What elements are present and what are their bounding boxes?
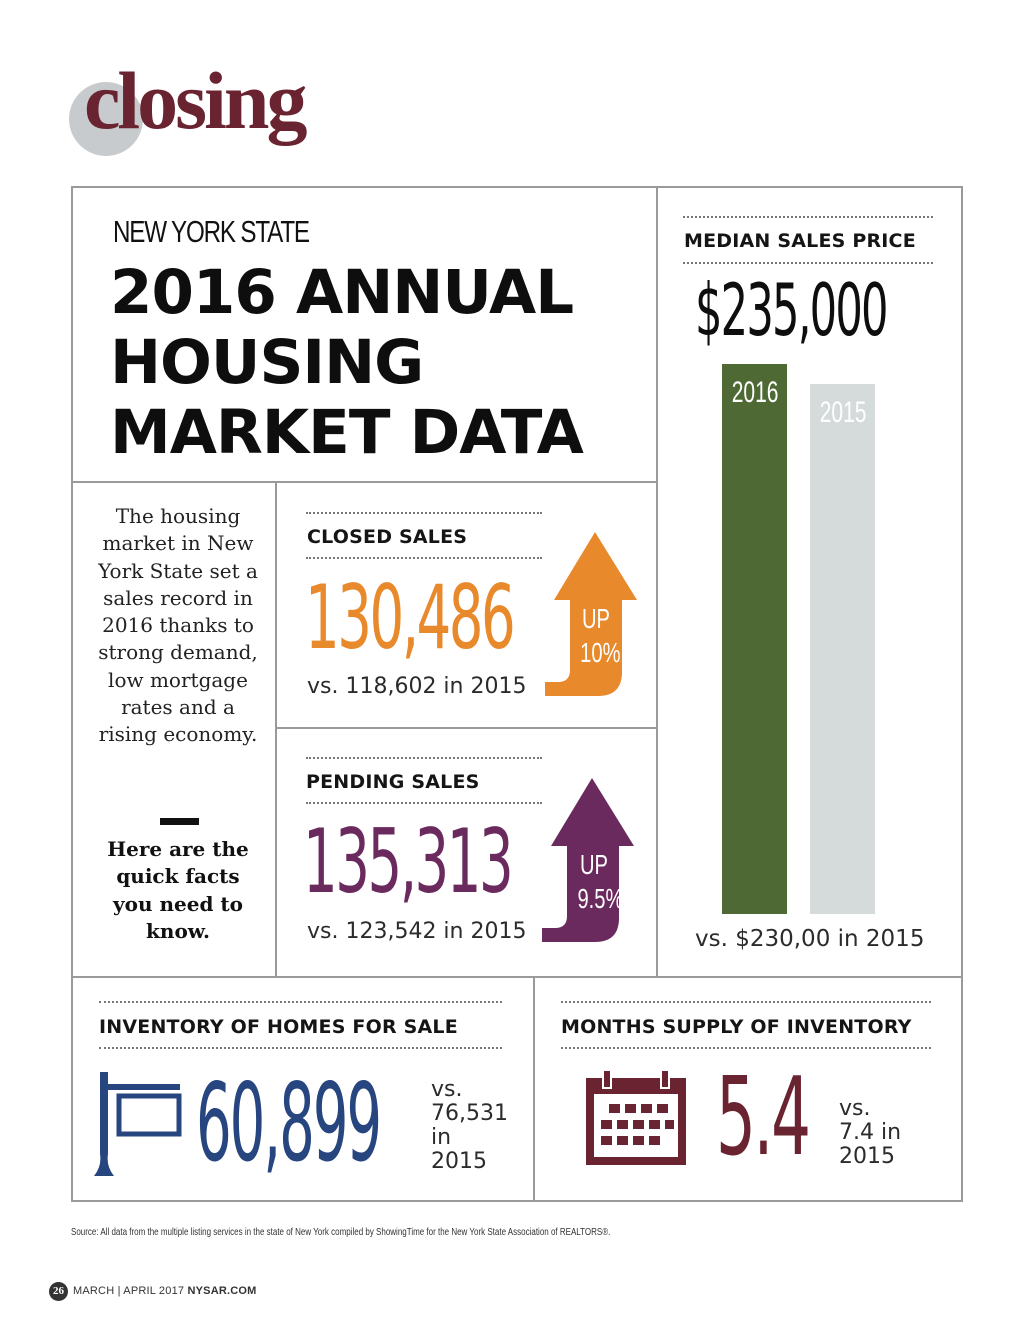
inventory-value: 60,899 [196,1061,381,1186]
closed-sales-label: CLOSED SALES [307,526,468,548]
pending-sales-label: PENDING SALES [306,771,480,793]
intro-text: The housing market in New York State set a sales record in 2016 thanks to strong demand, low mortgage rates and a rising economy. [98,504,258,747]
page-number: 26 [49,1282,68,1301]
closed-change-percent: 10% [580,637,621,668]
inventory-comparison: vs. 76,531 in 2015 [431,1077,508,1174]
pending-change-percent: 9.5% [577,883,624,914]
pending-sales-comparison: vs. 123,542 in 2015 [307,919,527,944]
source-note: Source: All data from the multiple listing services in the state of New York compiled by ShowingTime for the New York State Association of REALTORS®. [71,1227,611,1238]
price-bar-2015 [810,384,875,914]
months-supply-label: MONTHS SUPPLY OF INVENTORY [561,1016,912,1038]
pending-change-direction: UP [579,849,609,880]
calendar-icon [585,1068,687,1166]
page-title: 2016 ANNUAL HOUSING MARKET DATA [110,257,583,468]
for-sale-sign-icon [92,1070,182,1178]
closed-sales-value: 130,486 [305,566,514,669]
divider-dash [160,818,199,825]
median-price-value: $235,000 [695,268,887,352]
price-bar-2015-label: 2015 [819,396,867,430]
pending-sales-value: 135,313 [303,810,512,913]
inventory-label: INVENTORY OF HOMES FOR SALE [99,1016,458,1038]
months-supply-comparison: vs. 7.4 in 2015 [839,1096,902,1169]
site-link[interactable]: NYSAR.COM [187,1285,257,1297]
price-bar-2016 [722,364,787,914]
quick-facts-text: Here are the quick facts you need to know. [107,837,249,943]
months-supply-value: 5.4 [716,1055,809,1180]
issue-info: MARCH | APRIL 2017 NYSAR.COM [73,1285,257,1297]
section-title: closing [84,55,305,146]
median-price-comparison: vs. $230,00 in 2015 [695,926,925,952]
price-bar-2016-label: 2016 [731,376,779,409]
median-price-label: MEDIAN SALES PRICE [684,230,916,252]
up-arrow-icon [540,530,640,700]
title-kicker: NEW YORK STATE [113,214,309,249]
closed-change-direction: UP [581,603,611,634]
up-arrow-icon [537,776,637,946]
closed-sales-comparison: vs. 118,602 in 2015 [307,674,527,699]
